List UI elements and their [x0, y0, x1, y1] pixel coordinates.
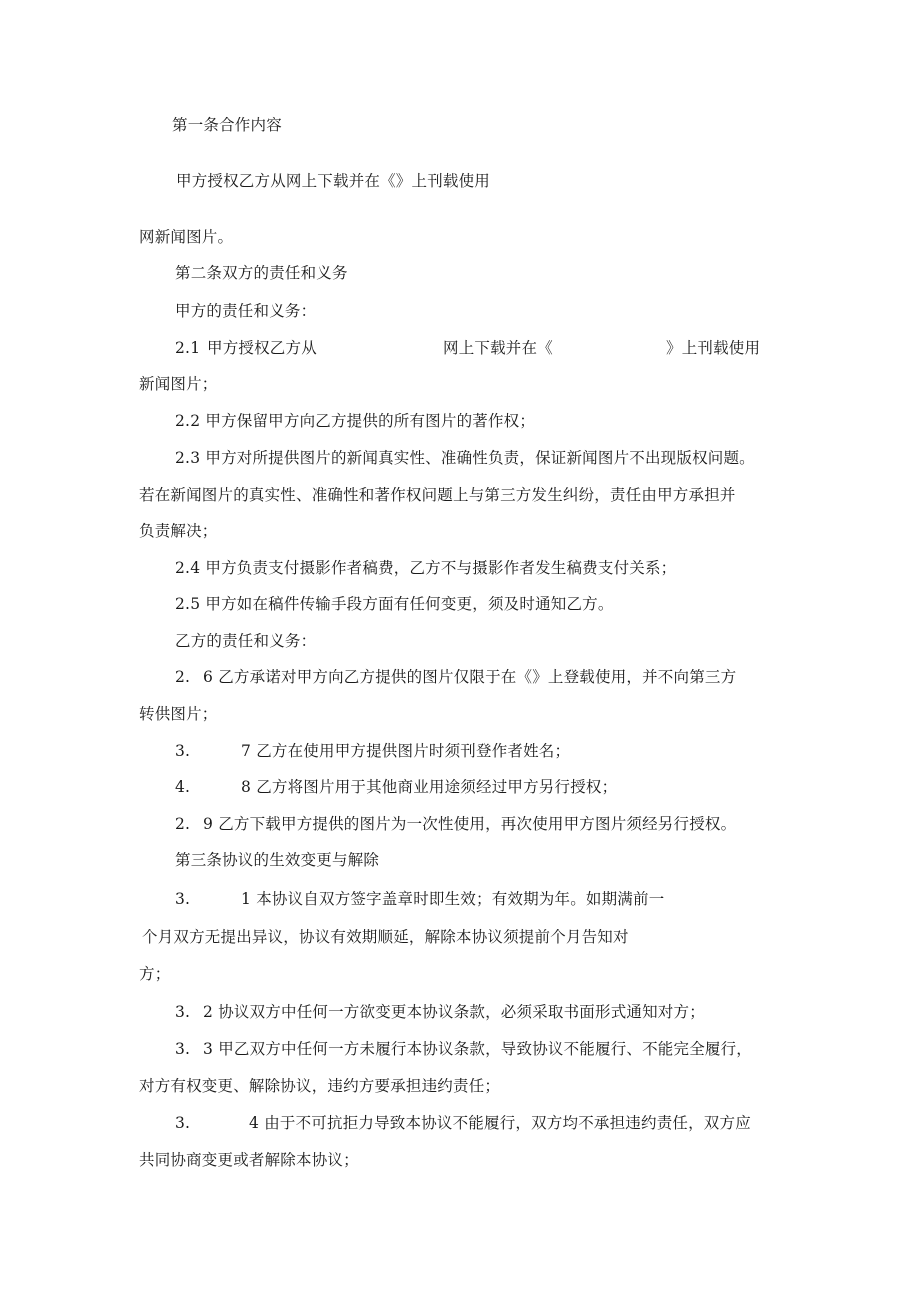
article-1-text-cont: 网新闻图片。 — [139, 228, 234, 246]
clause-3-3-cont: 对方有权变更、解除协议，违约方要承担违约责任； — [139, 1077, 501, 1095]
clause-2-2: 2.2 甲方保留甲方向乙方提供的所有图片的著作权； — [175, 412, 536, 430]
clause-3-3-text: 3 甲乙双方中任何一方未履行本协议条款，导致协议不能履行、不能完全履行， — [203, 1040, 752, 1058]
clause-2-1-part3: 》上刊载使用 — [666, 339, 761, 357]
clause-2-9-number: 2. — [175, 815, 191, 833]
party-b-heading: 乙方的责任和义务： — [175, 632, 317, 650]
clause-2-1-part2: 网上下载并在《 — [443, 339, 553, 357]
clause-3-4-number: 3. — [175, 1114, 191, 1132]
clause-2-5: 2.5 甲方如在稿件传输手段方面有任何变更，须及时通知乙方。 — [175, 595, 614, 613]
party-a-heading: 甲方的责任和义务： — [175, 302, 317, 320]
clause-2-7-number: 3. — [175, 742, 191, 760]
clause-3-2-number: 3. — [175, 1003, 191, 1021]
clause-2-3-line2: 若在新闻图片的真实性、准确性和著作权问题上与第三方发生纠纷，责任由甲方承担并 — [139, 486, 736, 504]
clause-2-1-part1: 甲方授权乙方从 — [207, 339, 317, 357]
clause-3-1-line3: 方； — [139, 965, 171, 983]
clause-2-7-text: 7 乙方在使用甲方提供图片时须刊登作者姓名； — [241, 742, 571, 760]
article-1-heading: 第一条合作内容 — [172, 116, 282, 134]
clause-3-3-number: 3. — [175, 1040, 191, 1058]
clause-2-6-number: 2. — [175, 668, 191, 686]
clause-3-1-line2: 个月双方无提出异议，协议有效期顺延，解除本协议须提前个月告知对 — [142, 928, 629, 946]
clause-2-8-text: 8 乙方将图片用于其他商业用途须经过甲方另行授权； — [241, 778, 618, 796]
article-3-heading: 第三条协议的生效变更与解除 — [175, 851, 380, 869]
clause-2-4: 2.4 甲方负责支付摄影作者稿费，乙方不与摄影作者发生稿费支付关系； — [175, 559, 677, 577]
clause-2-6-cont: 转供图片； — [139, 705, 218, 723]
clause-2-1-cont: 新闻图片； — [139, 375, 218, 393]
clause-3-1-text: 1 本协议自双方签字盖章时即生效；有效期为年。如期满前一 — [241, 890, 665, 908]
article-2-heading: 第二条双方的责任和义务 — [175, 264, 348, 282]
clause-2-8-number: 4. — [175, 778, 191, 796]
clause-3-1-number: 3. — [175, 890, 191, 908]
clause-2-9-text: 9 乙方下载甲方提供的图片为一次性使用，再次使用甲方图片须经另行授权。 — [203, 815, 737, 833]
clause-3-4-cont: 共同协商变更或者解除本协议； — [139, 1151, 359, 1169]
clause-2-3-line3: 负责解决； — [139, 522, 218, 540]
clause-3-4-text: 4 由于不可抗拒力导致本协议不能履行，双方均不承担违约责任，双方应 — [249, 1114, 751, 1132]
clause-2-3-line1: 2.3 甲方对所提供图片的新闻真实性、准确性负责，保证新闻图片不出现版权问题。 — [175, 449, 755, 467]
clause-2-1-number: 2.1 — [175, 339, 201, 357]
article-1-text: 甲方授权乙方从网上下载并在《》上刊载使用 — [176, 172, 491, 190]
clause-2-6-text: 6 乙方承诺对甲方向乙方提供的图片仅限于在《》上登载使用，并不向第三方 — [203, 668, 737, 686]
clause-3-2-text: 2 协议双方中任何一方欲变更本协议条款，必须采取书面形式通知对方； — [203, 1003, 705, 1021]
